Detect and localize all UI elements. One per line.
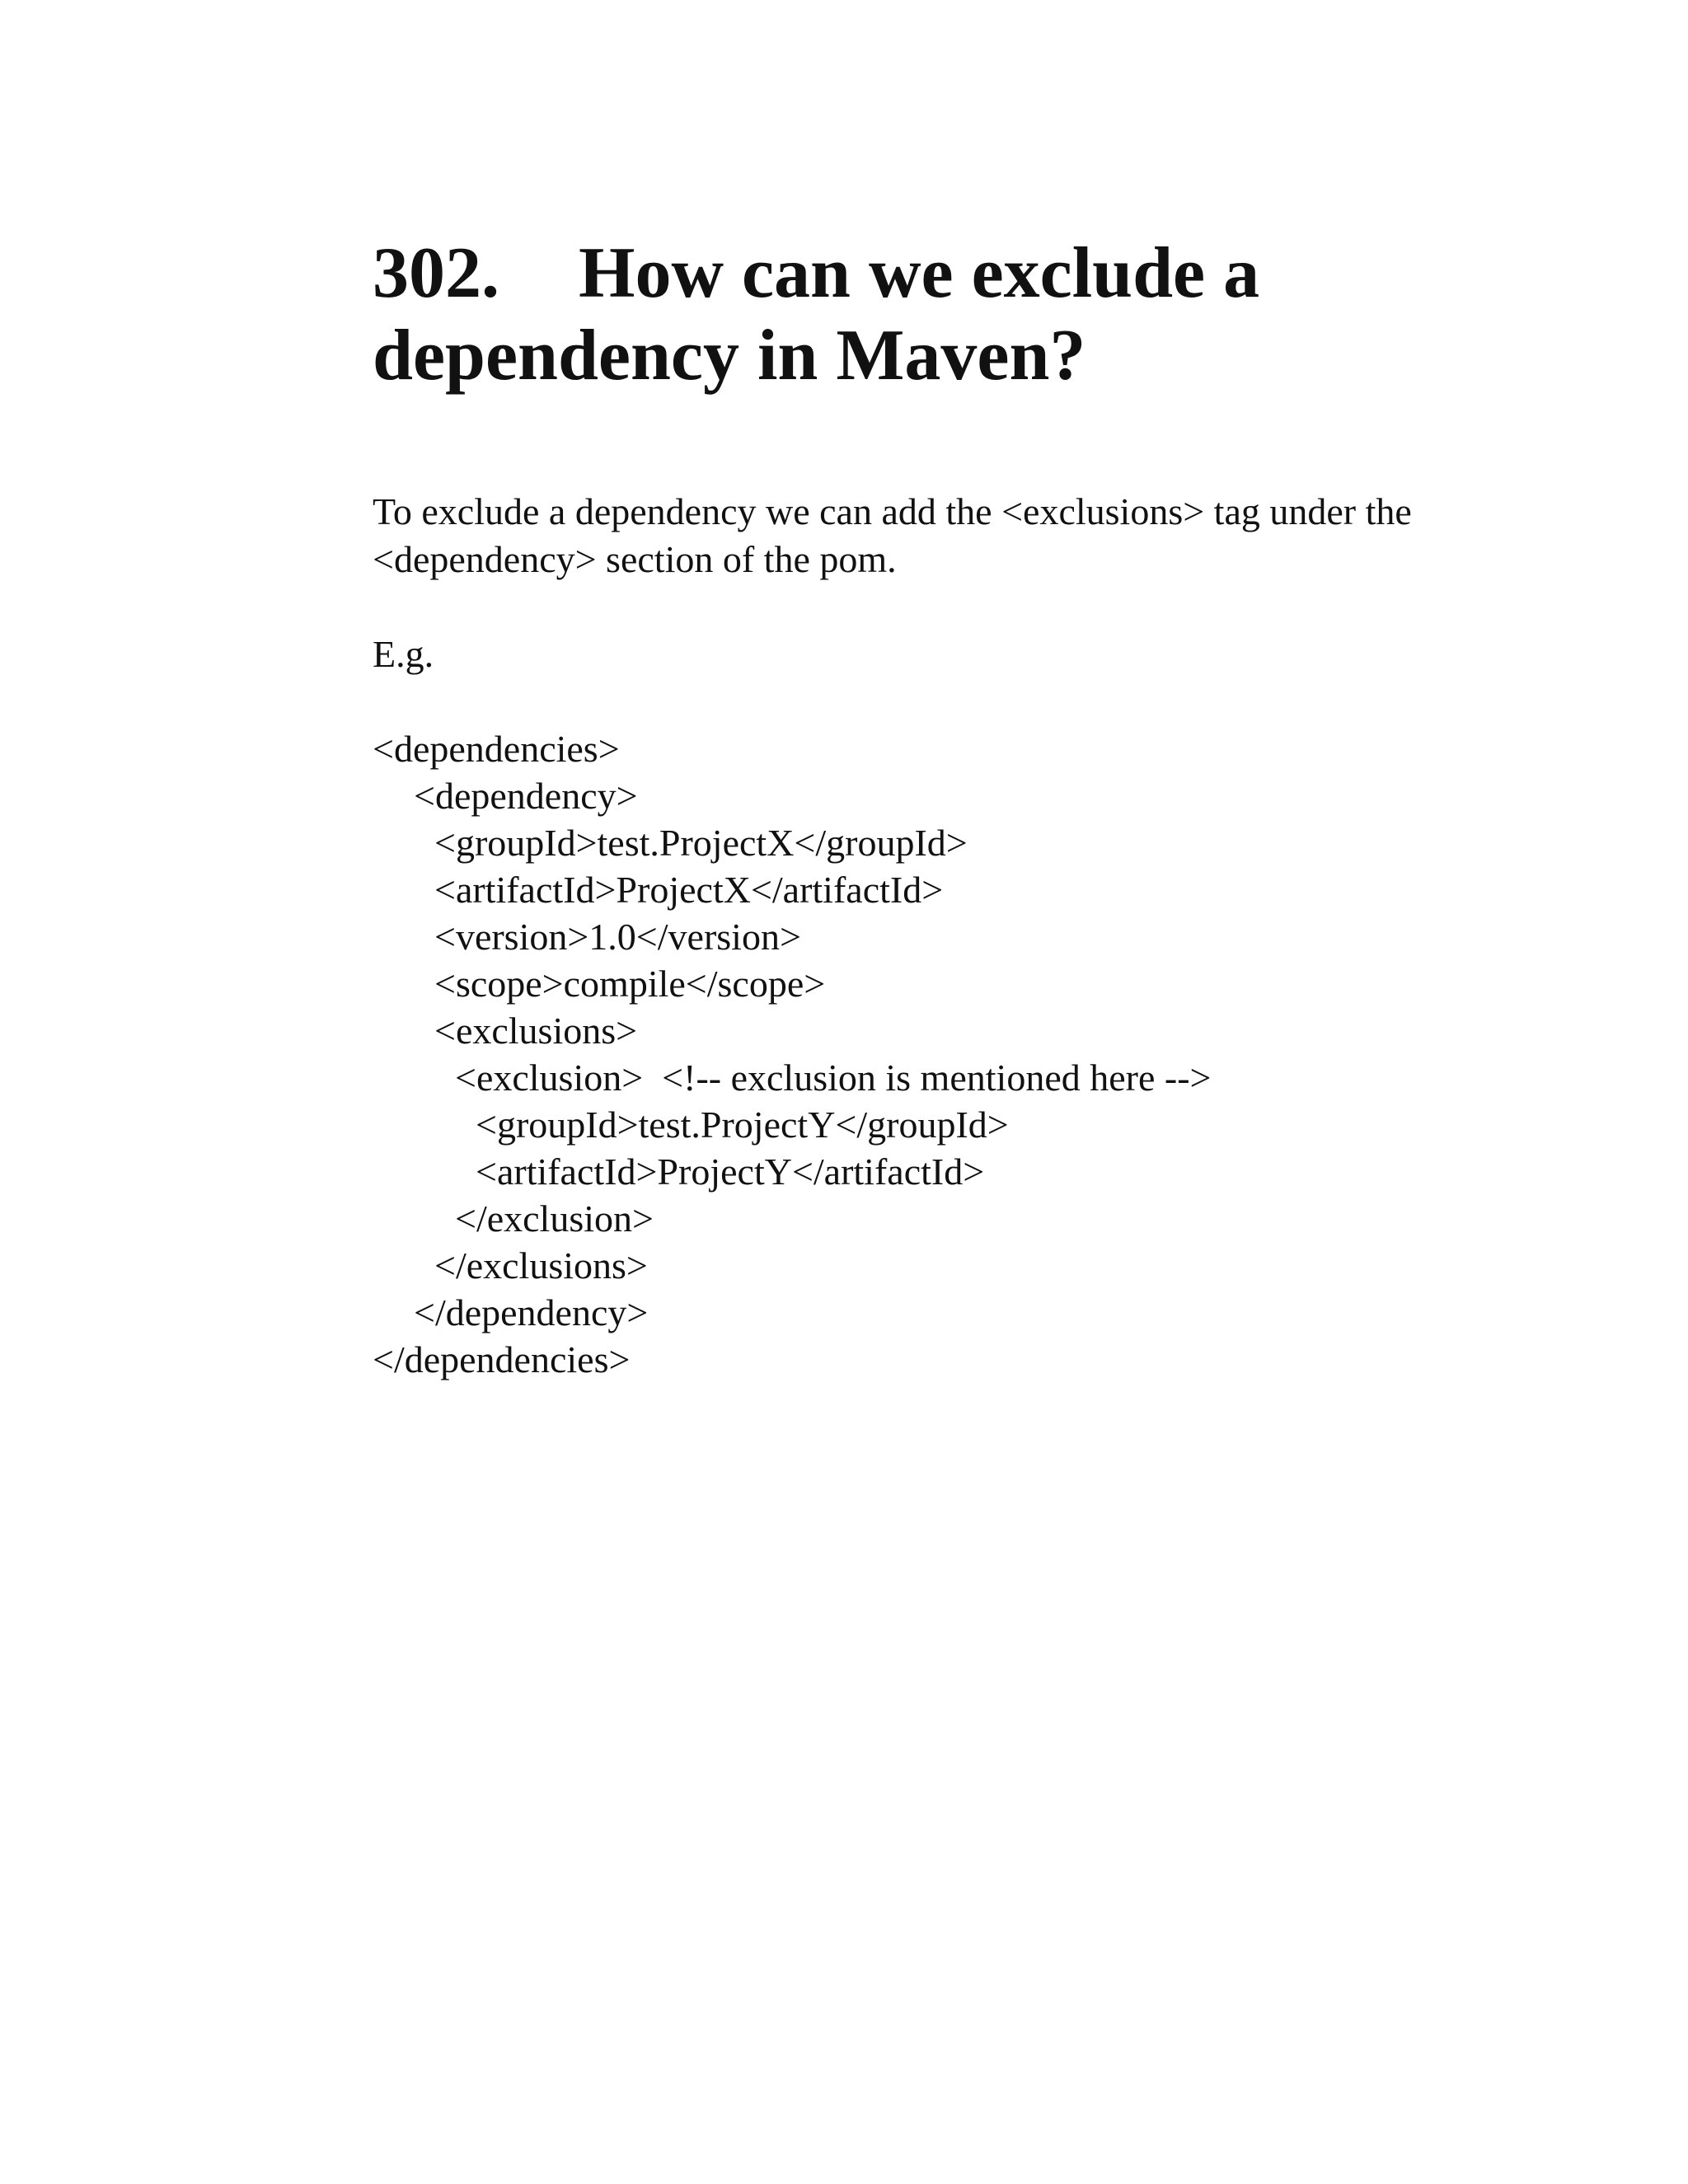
- code-line: <scope>compile</scope>: [434, 963, 826, 1005]
- example-label: E.g.: [373, 633, 434, 675]
- code-line: <dependency>: [414, 775, 638, 817]
- code-line: <artifactId>ProjectX</artifactId>: [434, 869, 944, 911]
- code-example: [373, 725, 1211, 1383]
- code-line: </dependency>: [414, 1291, 649, 1333]
- code-line: <groupId>test.ProjectY</groupId>: [476, 1104, 1009, 1146]
- code-line: <groupId>test.ProjectX</groupId>: [434, 822, 968, 864]
- page-title: [373, 232, 1526, 397]
- code-line: <exclusions>: [434, 1010, 638, 1052]
- code-line: <version>1.0</version>: [434, 916, 801, 958]
- intro-paragraph: To exclude a dependency we can add the <exclusions> tag under the <dependency> section of the pom.: [373, 490, 1412, 580]
- code-line: <exclusion> <!-- exclusion is mentioned here -->: [455, 1057, 1212, 1099]
- code-line: <artifactId>ProjectY</artifactId>: [476, 1151, 985, 1193]
- question-number: 302.: [373, 233, 499, 313]
- question-title: How can we exclude a dependency in Maven?: [373, 233, 1260, 396]
- code-line: </exclusions>: [434, 1244, 648, 1286]
- code-line: <dependencies>: [373, 728, 620, 770]
- code-line: </exclusion>: [455, 1197, 654, 1240]
- code-line: </dependencies>: [373, 1338, 631, 1380]
